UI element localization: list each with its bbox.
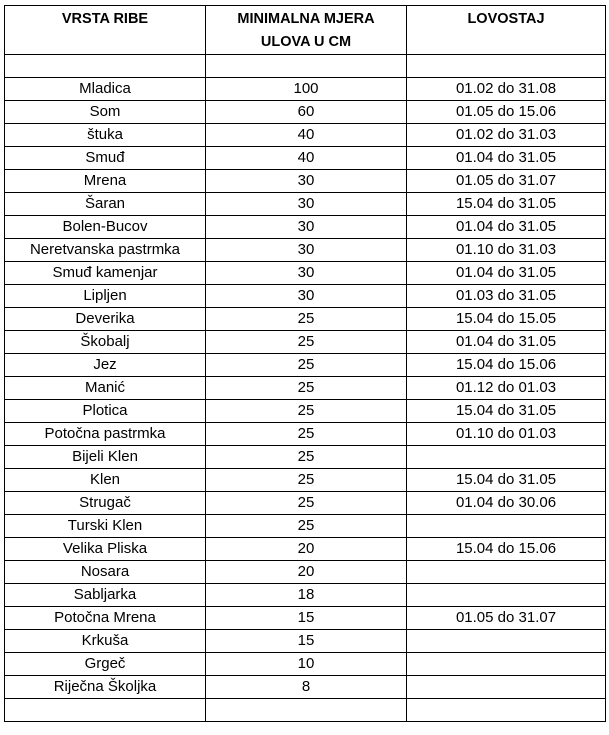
table-row: [5, 147, 606, 170]
cell-season[interactable]: 15.04 do 15.05: [407, 308, 606, 331]
table-row: [5, 653, 606, 676]
cell-season[interactable]: [407, 584, 606, 607]
table-row: [5, 423, 606, 446]
table-row: [5, 101, 606, 124]
cell-min-size[interactable]: 40: [206, 124, 407, 147]
cell-season[interactable]: 01.04 do 31.05: [407, 262, 606, 285]
cell-season[interactable]: 01.03 do 31.05: [407, 285, 606, 308]
table-cell[interactable]: [206, 55, 407, 78]
table-row: [5, 607, 606, 630]
cell-species[interactable]: Smuđ kamenjar: [5, 262, 206, 285]
cell-species[interactable]: Bolen-Bucov: [5, 216, 206, 239]
cell-species[interactable]: Deverika: [5, 308, 206, 331]
cell-species[interactable]: Škobalj: [5, 331, 206, 354]
table-cell[interactable]: [5, 55, 206, 78]
table-row: [5, 515, 606, 538]
cell-min-size[interactable]: 25: [206, 446, 407, 469]
cell-species[interactable]: Strugač: [5, 492, 206, 515]
table-row: [5, 538, 606, 561]
table-row: [5, 400, 606, 423]
cell-season[interactable]: [407, 676, 606, 699]
cell-species[interactable]: Jez: [5, 354, 206, 377]
cell-species[interactable]: Potočna pastrmka: [5, 423, 206, 446]
cell-species[interactable]: Klen: [5, 469, 206, 492]
cell-min-size[interactable]: 25: [206, 469, 407, 492]
cell-season[interactable]: 01.04 do 30.06: [407, 492, 606, 515]
cell-season[interactable]: [407, 630, 606, 653]
table-cell[interactable]: [206, 699, 407, 722]
cell-species[interactable]: Neretvanska pastrmka: [5, 239, 206, 262]
cell-season[interactable]: 01.02 do 31.08: [407, 78, 606, 101]
table-row: [5, 561, 606, 584]
blank-row-top: [5, 55, 606, 78]
cell-min-size[interactable]: 25: [206, 492, 407, 515]
table-row: [5, 630, 606, 653]
cell-min-size[interactable]: 25: [206, 400, 407, 423]
table-row: [5, 377, 606, 400]
table-row: [5, 354, 606, 377]
cell-min-size[interactable]: 30: [206, 262, 407, 285]
spreadsheet: [4, 5, 606, 722]
cell-min-size[interactable]: 18: [206, 584, 407, 607]
cell-species[interactable]: Mrena: [5, 170, 206, 193]
table-row: [5, 170, 606, 193]
cell-species[interactable]: Nosara: [5, 561, 206, 584]
header-min-size-line2: ULOVA U CM: [260, 34, 352, 50]
cell-min-size[interactable]: 25: [206, 423, 407, 446]
cell-season[interactable]: 01.10 do 31.03: [407, 239, 606, 262]
blank-row-bottom: [5, 699, 606, 722]
cell-season[interactable]: 15.04 do 31.05: [407, 193, 606, 216]
table-row: [5, 308, 606, 331]
table-row: [5, 239, 606, 262]
cell-species[interactable]: Riječna Školjka: [5, 676, 206, 699]
table-row: [5, 124, 606, 147]
cell-min-size[interactable]: 25: [206, 354, 407, 377]
cell-min-size[interactable]: 20: [206, 561, 407, 584]
cell-min-size[interactable]: 25: [206, 515, 407, 538]
cell-season[interactable]: 01.12 do 01.03: [407, 377, 606, 400]
cell-season[interactable]: 01.04 do 31.05: [407, 147, 606, 170]
cell-species[interactable]: Plotica: [5, 400, 206, 423]
table-row: [5, 285, 606, 308]
cell-season[interactable]: 01.05 do 31.07: [407, 170, 606, 193]
cell-min-size[interactable]: 30: [206, 216, 407, 239]
table-row: [5, 262, 606, 285]
table-row: [5, 331, 606, 354]
cell-season[interactable]: [407, 561, 606, 584]
cell-season[interactable]: 01.05 do 31.07: [407, 607, 606, 630]
header-season[interactable]: LOVOSTAJ: [407, 6, 606, 55]
cell-min-size[interactable]: 15: [206, 630, 407, 653]
cell-species[interactable]: Turski Klen: [5, 515, 206, 538]
cell-min-size[interactable]: 10: [206, 653, 407, 676]
cell-season[interactable]: 15.04 do 31.05: [407, 400, 606, 423]
cell-min-size[interactable]: 30: [206, 239, 407, 262]
header-min-size-line1: MINIMALNA MJERA: [237, 11, 375, 27]
cell-min-size[interactable]: 25: [206, 308, 407, 331]
cell-min-size[interactable]: 40: [206, 147, 407, 170]
header-species[interactable]: VRSTA RIBE: [5, 6, 206, 55]
cell-species[interactable]: Grgeč: [5, 653, 206, 676]
cell-season[interactable]: 15.04 do 15.06: [407, 538, 606, 561]
cell-season[interactable]: 01.02 do 31.03: [407, 124, 606, 147]
cell-min-size[interactable]: 20: [206, 538, 407, 561]
cell-min-size[interactable]: 25: [206, 377, 407, 400]
cell-species[interactable]: Krkuša: [5, 630, 206, 653]
table-cell[interactable]: [407, 699, 606, 722]
cell-season[interactable]: [407, 653, 606, 676]
table-row: [5, 492, 606, 515]
cell-season[interactable]: [407, 446, 606, 469]
cell-species[interactable]: Som: [5, 101, 206, 124]
cell-season[interactable]: [407, 515, 606, 538]
cell-season[interactable]: 01.04 do 31.05: [407, 216, 606, 239]
cell-min-size[interactable]: 30: [206, 285, 407, 308]
table-row: [5, 469, 606, 492]
cell-season[interactable]: 15.04 do 31.05: [407, 469, 606, 492]
cell-species[interactable]: Smuđ: [5, 147, 206, 170]
header-row: [5, 6, 606, 55]
cell-species[interactable]: Manić: [5, 377, 206, 400]
table-row: [5, 446, 606, 469]
table-cell[interactable]: [407, 55, 606, 78]
cell-species[interactable]: štuka: [5, 124, 206, 147]
cell-species[interactable]: Potočna Mrena: [5, 607, 206, 630]
cell-species[interactable]: Mladica: [5, 78, 206, 101]
cell-species[interactable]: Sabljarka: [5, 584, 206, 607]
cell-species[interactable]: Velika Pliska: [5, 538, 206, 561]
table-cell[interactable]: [5, 699, 206, 722]
cell-min-size[interactable]: 25: [206, 331, 407, 354]
table-row: [5, 78, 606, 101]
cell-min-size[interactable]: 30: [206, 170, 407, 193]
cell-season[interactable]: 01.10 do 01.03: [407, 423, 606, 446]
header-min-size[interactable]: [206, 6, 407, 55]
table-row: [5, 193, 606, 216]
cell-species[interactable]: Šaran: [5, 193, 206, 216]
cell-min-size[interactable]: 30: [206, 193, 407, 216]
cell-min-size[interactable]: 8: [206, 676, 407, 699]
cell-species[interactable]: Bijeli Klen: [5, 446, 206, 469]
table-row: [5, 676, 606, 699]
cell-min-size[interactable]: 100: [206, 78, 407, 101]
table-row: [5, 584, 606, 607]
cell-species[interactable]: Lipljen: [5, 285, 206, 308]
cell-min-size[interactable]: 15: [206, 607, 407, 630]
cell-season[interactable]: 15.04 do 15.06: [407, 354, 606, 377]
cell-season[interactable]: 01.04 do 31.05: [407, 331, 606, 354]
cell-min-size[interactable]: 60: [206, 101, 407, 124]
table-row: [5, 216, 606, 239]
fish-table: [4, 5, 606, 722]
cell-season[interactable]: 01.05 do 15.06: [407, 101, 606, 124]
